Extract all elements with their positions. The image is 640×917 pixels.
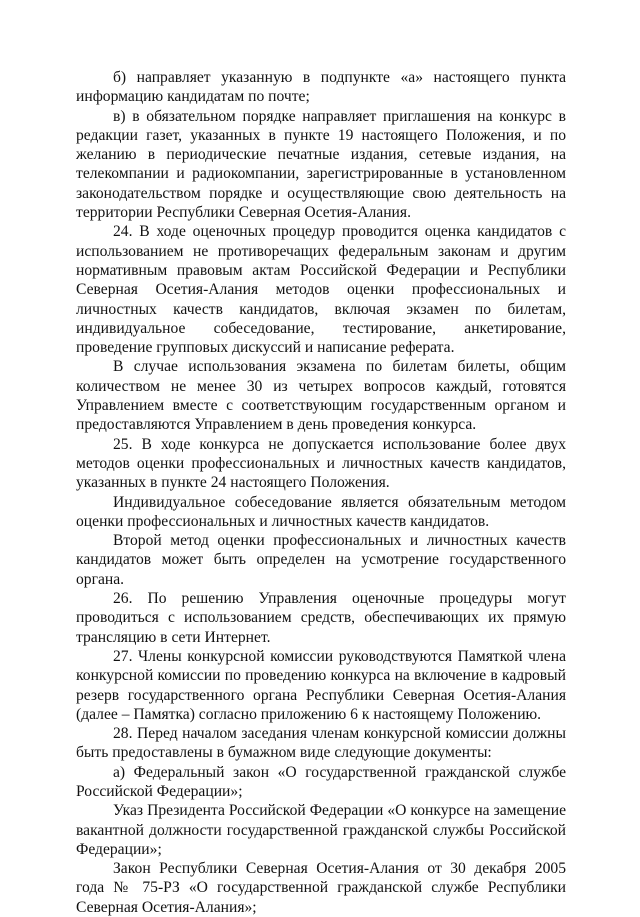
paragraph-28-presidential-decree: Указ Президента Российской Федерации «О конкурсе на замещение вакантной должности государственной гражданской службы Российской Федерации»;	[76, 802, 566, 858]
paragraph-item-b: б) направляет указанную в подпункте «а» настоящего пункта информацию кандидатам по почте;	[76, 69, 566, 106]
paragraph-28-republic-law: Закон Республики Северная Осетия-Алания от 30 декабря 2005 года № 75-РЗ «О государственной гражданской службе Республики Северная Осетия-Алания»;	[76, 860, 566, 916]
paragraph-28-item-a: а) Федеральный закон «О государственной гражданской службе Российской Федерации»;	[76, 763, 566, 800]
document-page	[76, 68, 566, 917]
paragraph-item-v: в) в обязательном порядке направляет приглашения на конкурс в редакции газет, указанных в пункте 19 настоящего Положения, и по желанию в периодические печатные издания, сетевые издания, на телекомпании и радиокомпании, зарегистрированные в установленном законодательством порядке и осуществляющие свою деятельность на территории Республики Северная Осетия-Алания.	[76, 107, 566, 222]
paragraph-24-exam-tickets: В случае использования экзамена по билетам билеты, общим количеством не менее 30 из четырех вопросов каждый, готовятся Управлением вместе с соответствующим государственным органом и предоставляются Управлением в день проведения конкурса.	[76, 358, 566, 434]
paragraph-25-interview: Индивидуальное собеседование является обязательным методом оценки профессиональных и личностных качеств кандидатов.	[76, 493, 566, 530]
paragraph-25-second-method: Второй метод оценки профессиональных и личностных качеств кандидатов может быть определен на усмотрение государственного органа.	[76, 532, 566, 588]
paragraph-27: 27. Члены конкурсной комиссии руководствуются Памяткой члена конкурсной комиссии по проведению конкурса на включение в кадровый резерв государственного органа Республики Северная Осетия-Алания (далее – Памятка) согласно приложению 6 к настоящему Положению.	[76, 647, 566, 723]
paragraph-25: 25. В ходе конкурса не допускается использование более двух методов оценки профессиональных и личностных качеств кандидатов, указанных в пункте 24 настоящего Положения.	[76, 435, 566, 492]
paragraph-28: 28. Перед началом заседания членам конкурсной комиссии должны быть предоставлены в бумажном виде следующие документы:	[76, 725, 566, 762]
paragraph-26: 26. По решению Управления оценочные процедуры могут проводиться с использованием средств, обеспечивающих их прямую трансляцию в сети Интернет.	[76, 590, 566, 646]
paragraph-24: 24. В ходе оценочных процедур проводится оценка кандидатов с использованием не противоречащих федеральным законам и другим нормативным правовым актам Российской Федерации и Республики Северная Осетия-Алания методов оценки профессиональных и личностных качеств кандидатов, включая экзамен по билетам, индивидуальное собеседование, тестирование, анкетирование, проведение групповых дискуссий и написание реферата.	[76, 223, 566, 357]
